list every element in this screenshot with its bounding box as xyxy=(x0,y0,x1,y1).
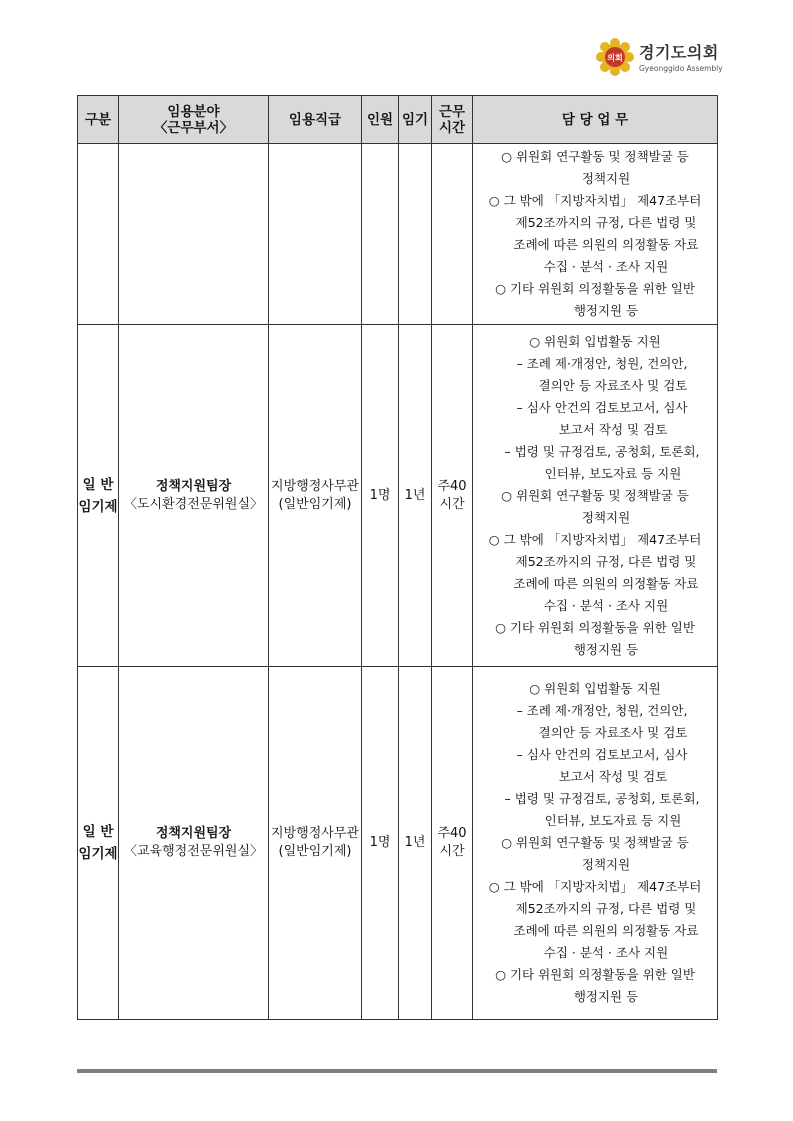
duty-line: 조례에 따른 의원의 의정활동 자료 xyxy=(513,575,699,591)
header-category: 구분 xyxy=(78,96,119,144)
duty-line: – 심사 안건의 검토보고서, 심사 xyxy=(516,399,688,415)
duty-line: 제52조까지의 규정, 다른 법령 및 xyxy=(515,901,697,916)
duty-line: – 법령 및 규정검토, 공청회, 토론회, xyxy=(504,791,700,806)
duty-line: 수집 · 분석 · 조사 지원 xyxy=(543,945,669,960)
header-duties: 담 당 업 무 xyxy=(473,96,718,144)
term-value: 1년 xyxy=(404,487,426,503)
duty-line: ○ 기타 위원회 의정활동을 위한 일반 xyxy=(495,967,695,982)
duty-line: ○ 위원회 연구활동 및 정책발굴 등 xyxy=(501,835,689,850)
duty-line: 수집 · 분석 · 조사 지원 xyxy=(543,597,669,613)
table-row xyxy=(78,325,718,667)
category-cell xyxy=(78,144,119,325)
duty-line: 인터뷰, 보도자료 등 지원 xyxy=(544,465,682,481)
duty-line: 조례에 따른 의원의 의정활동 자료 xyxy=(513,923,699,938)
duty-line: ○ 기타 위원회 의정활동을 위한 일반 xyxy=(495,281,695,296)
rank-cell xyxy=(269,144,362,325)
recruitment-table xyxy=(77,95,718,1020)
duty-line: ○ 위원회 입법활동 지원 xyxy=(529,333,661,349)
assembly-logo xyxy=(596,38,726,78)
header-rank: 임용직급 xyxy=(269,96,362,144)
hours-cell xyxy=(432,325,473,667)
duty-line: 조례에 따른 의원의 의정활동 자료 xyxy=(513,237,699,252)
duty-line: 제52조까지의 규정, 다른 법령 및 xyxy=(515,215,697,230)
headcount-cell xyxy=(362,667,399,1020)
duties-cell xyxy=(473,144,718,325)
duty-line: ○ 위원회 연구활동 및 정책발굴 등 xyxy=(501,487,689,503)
duty-line: ○ 기타 위원회 의정활동을 위한 일반 xyxy=(495,619,695,635)
rank-line: 지방행정사무관 xyxy=(271,478,359,494)
duty-line: 결의안 등 자료조사 및 검토 xyxy=(538,725,688,740)
category-line: 일 반 xyxy=(82,824,114,840)
duty-line: ○ 위원회 연구활동 및 정책발굴 등 xyxy=(501,149,689,164)
duty-line: – 조례 제·개정안, 청원, 건의안, xyxy=(516,355,688,371)
hours-line: 주40 xyxy=(437,826,467,841)
footer-divider xyxy=(77,1069,717,1073)
header-term: 임기 xyxy=(399,96,432,144)
duty-line: 정책지원 xyxy=(581,171,631,186)
category-cell xyxy=(78,325,119,667)
duty-line: – 조례 제·개정안, 청원, 건의안, xyxy=(516,703,688,718)
header-field: 임용분야 〈근무부서〉 xyxy=(119,96,269,144)
term-cell xyxy=(399,667,432,1020)
hours-line: 시간 xyxy=(439,844,465,859)
duty-line: ○ 그 밖에 「지방자치법」 제47조부터 xyxy=(488,531,702,547)
hours-cell xyxy=(432,667,473,1020)
duty-line: ○ 그 밖에 「지방자치법」 제47조부터 xyxy=(488,193,702,208)
hours-line: 시간 xyxy=(439,496,465,512)
rank-cell xyxy=(269,667,362,1020)
duty-line: 보고서 작성 및 검토 xyxy=(558,421,668,437)
field-cell xyxy=(119,667,269,1020)
headcount-value: 1명 xyxy=(369,835,391,850)
category-line: 임기제 xyxy=(78,498,118,515)
duty-line: 보고서 작성 및 검토 xyxy=(558,769,668,784)
table-row xyxy=(78,144,718,325)
headcount-cell xyxy=(362,144,399,325)
term-cell xyxy=(399,325,432,667)
rank-line: 지방행정사무관 xyxy=(271,826,359,841)
field-cell xyxy=(119,325,269,667)
duty-line: ○ 위원회 입법활동 지원 xyxy=(529,681,661,696)
duty-line: 결의안 등 자료조사 및 검토 xyxy=(538,377,688,393)
term-value: 1년 xyxy=(404,835,426,850)
duty-line: ○ 그 밖에 「지방자치법」 제47조부터 xyxy=(488,879,702,894)
duties-cell xyxy=(473,667,718,1020)
category-line: 임기제 xyxy=(78,846,118,862)
duty-line: 행정지원 등 xyxy=(573,303,639,318)
rank-cell xyxy=(269,325,362,667)
duty-line: – 심사 안건의 검토보고서, 심사 xyxy=(516,747,688,762)
department-name: 〈도시환경전문위원실〉 xyxy=(123,496,264,512)
field-cell xyxy=(119,144,269,325)
duty-line: – 법령 및 규정검토, 공청회, 토론회, xyxy=(504,443,700,459)
assembly-seal-icon xyxy=(596,38,634,76)
svg-text:의회: 의회 xyxy=(607,53,623,63)
team-name: 정책지원팀장 xyxy=(155,826,232,841)
table-row xyxy=(78,667,718,1020)
assembly-name: 경기도의회 xyxy=(639,43,719,62)
category-cell xyxy=(78,667,119,1020)
header-headcount: 인원 xyxy=(362,96,399,144)
rank-line: (일반임기제) xyxy=(278,844,352,859)
duty-line: 정책지원 xyxy=(581,857,631,872)
duty-line: 제52조까지의 규정, 다른 법령 및 xyxy=(515,553,697,569)
assembly-name-english: Gyeonggido Assembly xyxy=(639,64,723,73)
hours-line: 주40 xyxy=(437,478,467,494)
duty-line: 인터뷰, 보도자료 등 지원 xyxy=(544,813,682,828)
header-hours: 근무 시간 xyxy=(432,96,473,144)
category-line: 일 반 xyxy=(82,476,114,493)
department-name: 〈교육행정전문위원실〉 xyxy=(123,844,264,859)
duty-line: 행정지원 등 xyxy=(573,989,639,1004)
term-cell xyxy=(399,144,432,325)
team-name: 정책지원팀장 xyxy=(155,478,232,494)
rank-line: (일반임기제) xyxy=(278,496,352,512)
headcount-cell xyxy=(362,325,399,667)
headcount-value: 1명 xyxy=(369,487,391,503)
duty-line: 수집 · 분석 · 조사 지원 xyxy=(543,259,669,274)
duties-cell xyxy=(473,325,718,667)
duty-line: 정책지원 xyxy=(581,509,631,525)
hours-cell xyxy=(432,144,473,325)
table-header-row xyxy=(78,96,718,144)
duty-line: 행정지원 등 xyxy=(573,641,639,657)
